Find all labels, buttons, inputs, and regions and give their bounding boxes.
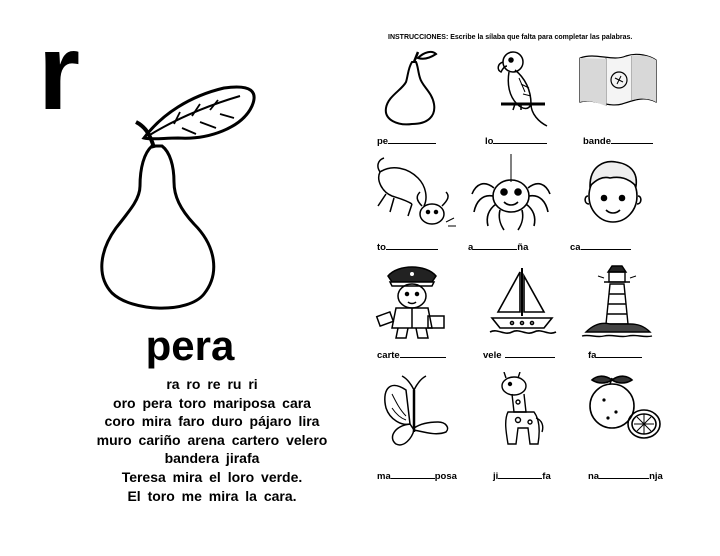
blank-field-9[interactable]	[596, 349, 642, 358]
blank-field-2[interactable]	[493, 135, 547, 144]
main-word: pera	[145, 322, 235, 369]
big-letter: r	[38, 11, 81, 132]
instructions-label: INSTRUCCIONES:	[388, 34, 449, 41]
orange-icon	[584, 372, 664, 444]
word-blank-9	[588, 349, 642, 361]
lighthouse-icon	[580, 262, 654, 340]
blank-field-8[interactable]	[505, 349, 555, 358]
reading-line-5: Teresa mira el loro verde.	[121, 468, 303, 485]
word-blank-6	[570, 241, 631, 253]
word-12-start: na	[588, 471, 600, 482]
blank-field-5[interactable]	[473, 241, 517, 250]
word-3-start: bande	[583, 136, 611, 147]
word-10-end: posa	[434, 471, 457, 482]
word-blank-5	[468, 241, 528, 253]
word-blank-11	[493, 470, 551, 482]
blank-field-12[interactable]	[599, 470, 649, 479]
parrot-icon	[485, 48, 565, 130]
word-blank-10	[377, 470, 457, 482]
blank-field-3[interactable]	[611, 135, 653, 144]
sailboat-icon	[488, 264, 558, 338]
flag-icon	[576, 50, 660, 110]
word-8-start: vele	[483, 350, 502, 361]
word-7-start: carte	[377, 350, 400, 361]
word-2-start: lo	[485, 136, 494, 147]
bull-icon	[372, 152, 462, 234]
instructions	[388, 34, 632, 41]
word-10-start: ma	[377, 471, 391, 482]
word-blank-7	[377, 349, 446, 361]
pear-icon	[378, 48, 458, 126]
picture-cell-giraffe	[492, 372, 592, 482]
spider-icon	[468, 152, 554, 234]
word-1-start: pe	[377, 136, 389, 147]
blank-field-7[interactable]	[400, 349, 446, 358]
reading-line-1: oro pera toro mariposa cara	[113, 394, 311, 411]
picture-cell-orange	[584, 372, 684, 482]
word-5-end: ña	[517, 242, 529, 253]
blank-field-4[interactable]	[386, 241, 438, 250]
reading-text	[0, 375, 424, 505]
pear-illustration-icon	[82, 78, 322, 313]
blank-field-1[interactable]	[388, 135, 436, 144]
boy-face-icon	[580, 156, 646, 230]
word-blank-12	[588, 470, 663, 482]
blank-field-11[interactable]	[498, 470, 542, 479]
word-12-end: nja	[649, 471, 663, 482]
word-blank-3	[583, 135, 653, 147]
word-11-start: ji	[493, 471, 499, 482]
syllables-line: ra ro re ru ri	[166, 376, 258, 392]
reading-line-2: coro mira faro duro pájaro lira	[104, 413, 320, 430]
reading-line-4: bandera jirafa	[164, 450, 260, 467]
butterfly-icon	[380, 372, 452, 448]
picture-cell-butterfly	[380, 372, 480, 482]
blank-field-10[interactable]	[391, 470, 435, 479]
giraffe-icon	[492, 372, 552, 448]
word-5-start: a	[468, 242, 474, 253]
word-11-end: fa	[542, 471, 551, 482]
word-blank-1	[377, 135, 436, 147]
mailman-icon	[374, 262, 450, 342]
word-blank-4	[377, 241, 438, 253]
instructions-text: Escribe la sílaba que falta para completar las palabras.	[448, 34, 633, 41]
word-9-start: fa	[588, 350, 597, 361]
word-4-start: to	[377, 242, 386, 253]
word-6-start: ca	[570, 242, 581, 253]
word-blank-2	[485, 135, 547, 147]
reading-line-6: El toro me mira la cara.	[127, 487, 297, 504]
reading-line-3: muro cariño arena cartero velero	[96, 431, 328, 448]
blank-field-6[interactable]	[581, 241, 631, 250]
word-blank-8	[483, 349, 555, 361]
